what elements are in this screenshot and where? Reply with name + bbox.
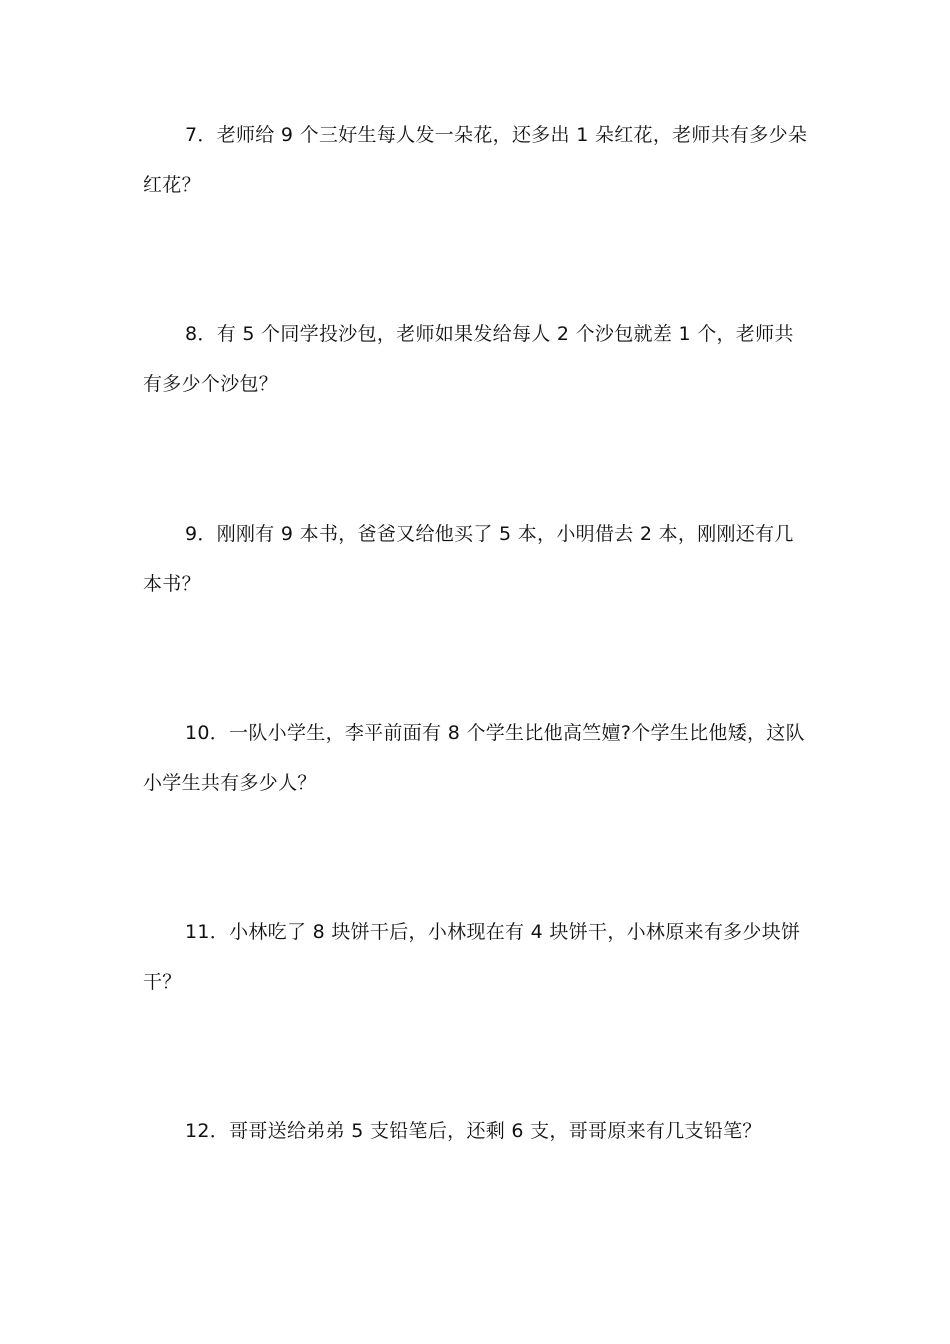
question-10: 10．一队小学生，李平前面有 8 个学生比他高竺嬗?个学生比他矮，这队小学生共有多少人？ <box>143 722 805 794</box>
question-8: 8．有 5 个同学投沙包，老师如果发给每人 2 个沙包就差 1 个，老师共有多少个沙包？ <box>143 323 794 395</box>
question-7: 7．老师给 9 个三好生每人发一朵花，还多出 1 朵红花，老师共有多少朵红花？ <box>143 124 808 196</box>
question-9: 9．刚刚有 9 本书，爸爸又给他买了 5 本，小明借去 2 本，刚刚还有几本书？ <box>143 523 794 595</box>
question-12: 12．哥哥送给弟弟 5 支铅笔后，还剩 6 支，哥哥原来有几支铅笔？ <box>185 1120 762 1142</box>
question-11: 11．小林吃了 8 块饼干后，小林现在有 4 块饼干，小林原来有多少块饼干？ <box>143 921 801 993</box>
